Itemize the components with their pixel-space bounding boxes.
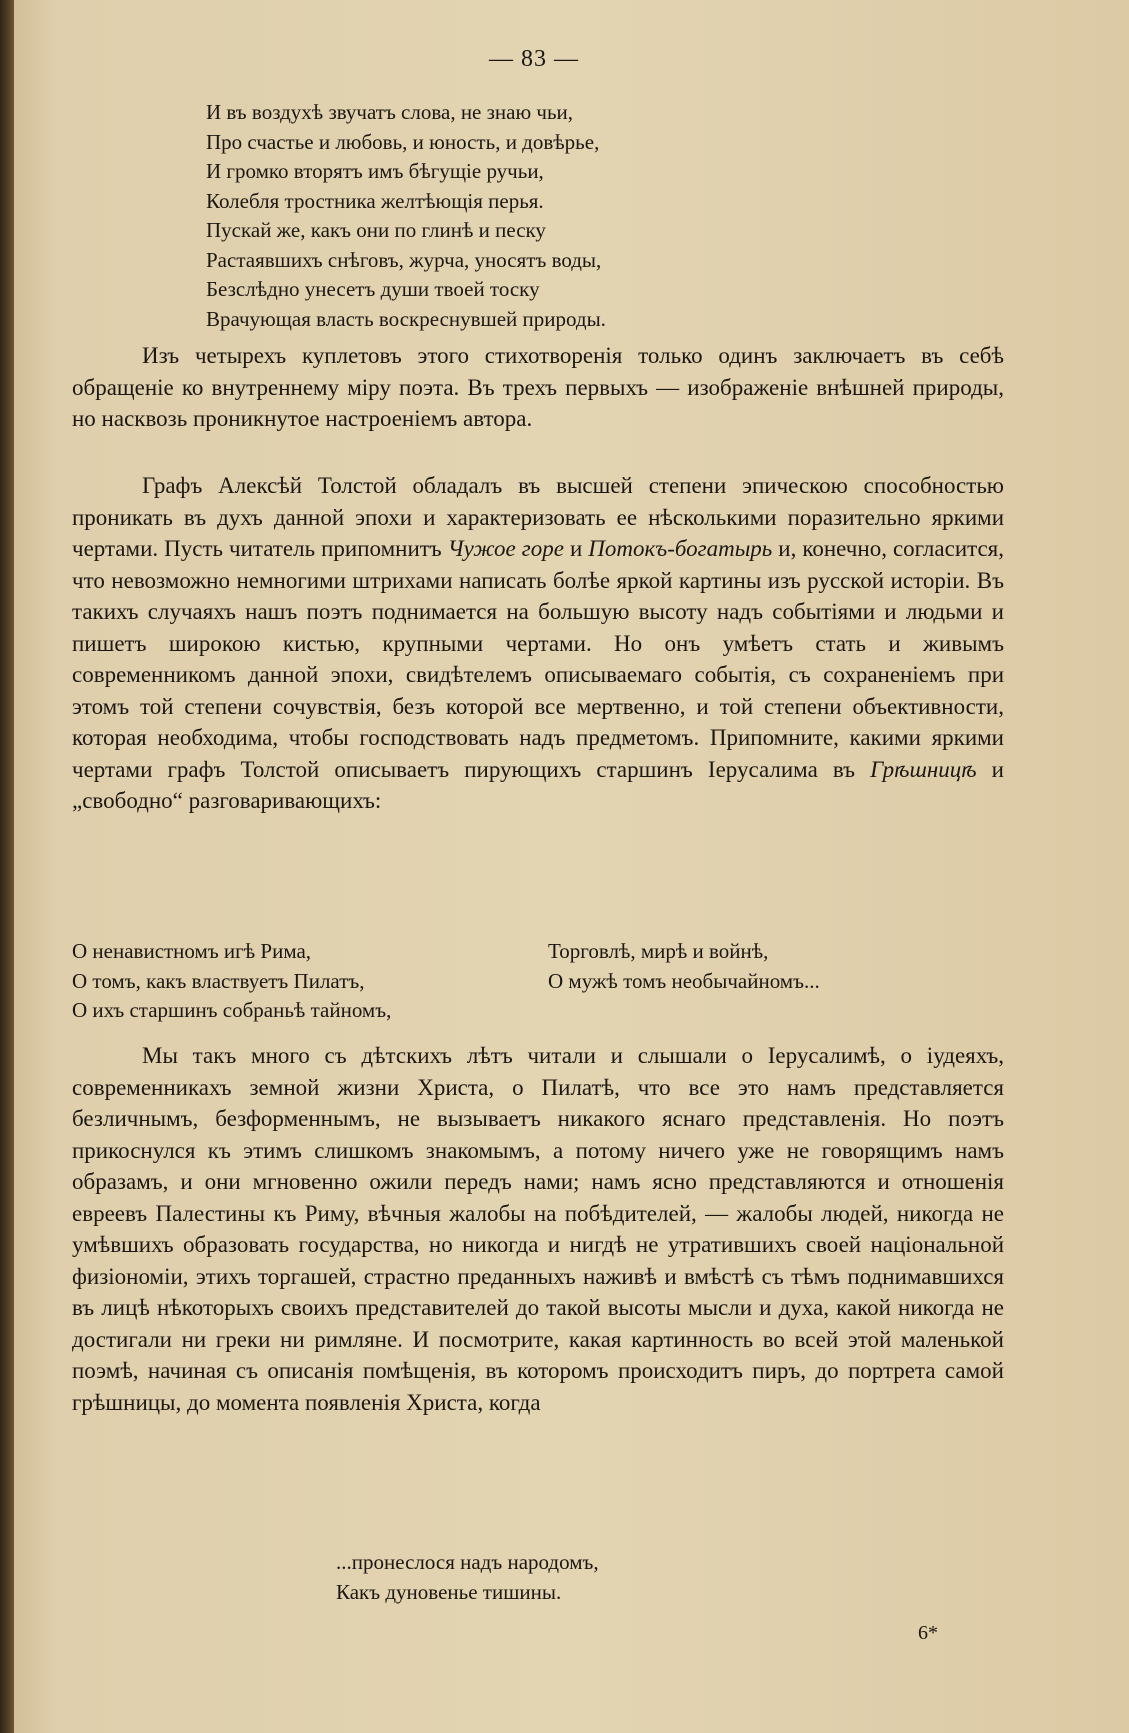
work-title: Грѣшницѣ — [870, 756, 977, 782]
verse-line: О томъ, какъ властвуетъ Пилатъ, — [72, 968, 365, 993]
verse-line: И громко вторятъ имъ бѣгущіе ручьи, — [206, 159, 544, 183]
verse-line: И въ воздухѣ звучатъ слова, не знаю чьи, — [206, 100, 574, 124]
paragraph-text: и „свободно“ разговаривающихъ: — [72, 756, 1004, 813]
signature-mark: 6* — [918, 1622, 938, 1644]
paragraph-text: и, конечно, согласится, что невозможно немногими штрихами написать болѣе яркой картины изъ русской исторіи. Въ такихъ случаяхъ нашъ поэтъ поднимается на большую высоту надъ событіями и людьми и пишетъ широкою кистью, крупными чертами. Но онъ умѣетъ стать и живымъ современникомъ данной эпохи, свидѣтелемъ описываемаго событія, съ сохраненіемъ при этомъ той степени сочувствія, безъ которой все мертвенно, и той степени объективности, которая необходима, чтобы господствовать надъ предметомъ. Припомните, какими яркими чертами графъ Толстой описываетъ пирующихъ старшинъ Іерусалима въ — [72, 536, 1005, 782]
verse-line: О ихъ старшинъ собраньѣ тайномъ, — [72, 998, 392, 1022]
verse-line: ...пронеслося надъ народомъ, — [336, 1550, 599, 1574]
book-page — [14, 0, 1129, 1733]
paragraph — [72, 470, 1004, 817]
verse-line: Колебля тростника желтѣющія перья. — [206, 188, 544, 213]
verse-line: О мужѣ томъ необычайномъ... — [548, 968, 820, 993]
paragraph: Мы такъ много съ дѣтскихъ лѣтъ читали и слышали о Іерусалимѣ, о іудеяхъ, современникахъ земной жизни Христа, о Пилатѣ, что все это намъ представляется безличнымъ, безформеннымъ, не вызываетъ никакого яснаго представленія. Но поэтъ прикоснулся къ этимъ слишкомъ знакомымъ, а потому ничего уже не говорящимъ намъ образамъ, и они мгновенно ожили передъ нами; намъ ясно представляются и отношенія евреевъ Палестины къ Риму, вѣчныя жалобы на побѣдителей, — жалобы людей, никогда не умѣвшихъ образовать государства, но никогда и нигдѣ не утратившихъ своей національной физіономіи, этихъ торгашей, страстно преданныхъ наживѣ и вмѣстѣ съ тѣмъ поднимавшихся въ лицѣ нѣкоторыхъ своихъ представителей до такой высоты мысли и духа, какой никогда не достигали ни греки ни римляне. И посмотрите, какая картинность во всей этой маленькой поэмѣ, начиная съ описанія помѣщенія, въ которомъ происходитъ пиръ, до портрета самой грѣшницы, до момента появленія Христа, когда — [72, 1043, 1004, 1415]
poem-stanza — [206, 98, 606, 334]
verse-line: О ненавистномъ игѣ Рима, — [72, 939, 312, 963]
paragraph-text: Графъ Алексѣй Толстой обладалъ въ высшей степени эпическою способностью проникать въ духъ данной эпохи и характеризовать ее нѣсколькими поразительно яркими чертами. Пусть читатель припомнитъ — [72, 473, 1004, 561]
verse-line: Какъ дуновенье тишины. — [336, 1579, 562, 1604]
page-number: — 83 — — [489, 46, 579, 72]
verse-line: Торговлѣ, мирѣ и войнѣ, — [548, 939, 769, 963]
work-title: Потокъ-богатырь — [588, 536, 773, 561]
quoted-verse-right — [548, 937, 820, 996]
verse-line: Врачующая власть воскреснувшей природы. — [206, 306, 606, 331]
book-spine-shadow — [0, 0, 14, 1733]
verse-line: Растаявшихъ снѣговъ, журча, уносятъ воды, — [206, 247, 602, 272]
work-title: Чужое горе — [447, 536, 564, 561]
paragraph-text: и — [563, 536, 589, 561]
closing-quote — [336, 1548, 599, 1607]
verse-line: Безслѣдно унесетъ души твоей тоску — [206, 277, 540, 301]
verse-line: Про счастье и любовь, и юность, и довѣрье, — [206, 129, 600, 154]
quoted-verse-left — [72, 937, 391, 1026]
verse-line: Пускай же, какъ они по глинѣ и песку — [206, 218, 546, 242]
paragraph: Изъ четырехъ куплетовъ этого стихотворенія только одинъ заключаетъ въ себѣ обращеніе ко внутреннему міру поэта. Въ трехъ первыхъ — изображеніе внѣшней природы, но насквозь проникнутое настроеніемъ автора. — [72, 343, 1004, 431]
